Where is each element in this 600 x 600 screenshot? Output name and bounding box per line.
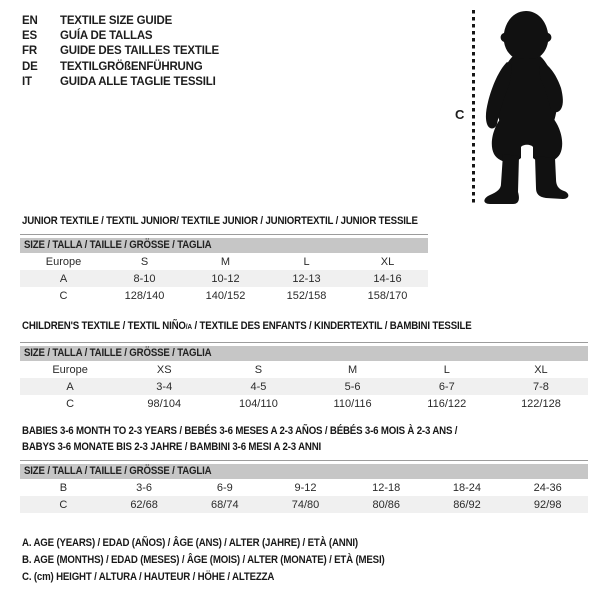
row-label: A — [66, 380, 74, 393]
size-header-text: SIZE / TALLA / TAILLE / GRÖSSE / TAGLIA — [24, 239, 212, 251]
size-cell: 62/68 — [130, 498, 158, 511]
size-cell: 98/104 — [147, 397, 182, 410]
size-header-text: SIZE / TALLA / TAILLE / GRÖSSE / TAGLIA — [24, 465, 212, 477]
size-cell: 74/80 — [291, 498, 320, 511]
language-code: DE — [22, 60, 38, 73]
table-top-rule — [20, 460, 588, 461]
language-row-fr — [22, 44, 219, 59]
language-title: TEXTILGRÖßENFÜHRUNG — [60, 60, 203, 73]
row-label: Europe — [45, 255, 82, 268]
table-row-europe — [20, 361, 588, 378]
table-row-height — [20, 395, 588, 412]
size-cell: 116/122 — [427, 397, 467, 410]
row-label: A — [59, 272, 68, 285]
size-cell: 152/158 — [286, 289, 327, 302]
size-cell: 7-8 — [532, 380, 549, 393]
table-row-height — [20, 287, 428, 304]
size-cell: 8-10 — [133, 272, 156, 285]
legend-footnotes — [22, 535, 434, 586]
size-cell: 12-18 — [372, 481, 401, 494]
size-cell: 4-5 — [250, 380, 267, 393]
title-part: / TEXTILE DES ENFANTS / KINDERTEXTIL / BAMBINI TESSILE — [192, 320, 472, 332]
size-cell: 68/74 — [211, 498, 239, 511]
size-header-bar — [20, 346, 588, 361]
language-row-en — [22, 13, 219, 28]
section-title-text: BABYS 3-6 MONATE BIS 2-3 JAHRE / BAMBINI 3-6 MESI A 2-3 ANNI — [22, 441, 322, 453]
language-title: GUÍA DE TALLAS — [60, 30, 153, 43]
title-part: CHILDREN'S TEXTILE / TEXTIL NIÑO — [22, 320, 186, 332]
language-title: GUIDE DES TAILLES TEXTILE — [60, 45, 219, 58]
row-label: C — [66, 397, 75, 410]
size-cell: 12-13 — [292, 272, 321, 285]
size-cell: 18-24 — [452, 481, 482, 494]
language-row-es — [22, 28, 219, 43]
size-cell: 3-4 — [156, 380, 173, 393]
size-cell: 10-12 — [211, 272, 240, 285]
language-code: ES — [22, 30, 37, 43]
size-cell: XL — [380, 255, 395, 268]
section-title-line1 — [22, 423, 517, 439]
size-cell: 104/110 — [238, 397, 278, 410]
size-cell: 140/152 — [205, 289, 246, 302]
size-cell: 86/92 — [453, 498, 481, 511]
table-top-rule — [20, 234, 428, 235]
section-title-text: JUNIOR TEXTILE / TEXTIL JUNIOR/ TEXTILE JUNIOR / JUNIORTEXTIL / JUNIOR TESSILE — [22, 215, 418, 227]
language-row-it — [22, 75, 219, 90]
section-title-text — [22, 320, 472, 332]
size-cell: 80/86 — [372, 498, 400, 511]
size-cell: 92/98 — [533, 498, 562, 511]
size-cell: 6-7 — [438, 380, 455, 393]
language-row-de — [22, 59, 219, 74]
table-row-months — [20, 479, 588, 496]
language-code: EN — [22, 14, 38, 27]
height-measure-label: C — [455, 107, 465, 122]
size-header-text: SIZE / TALLA / TAILLE / GRÖSSE / TAGLIA — [24, 347, 212, 359]
size-cell: M — [348, 363, 358, 376]
language-title: TEXTILE SIZE GUIDE — [60, 14, 173, 27]
size-cell: 3-6 — [136, 481, 153, 494]
size-cell: 128/140 — [124, 289, 165, 302]
row-label: C — [59, 289, 68, 302]
row-label: B — [59, 481, 68, 494]
size-cell: 5-6 — [344, 380, 361, 393]
size-cell: 122/128 — [521, 397, 561, 410]
table-row-age — [20, 378, 588, 395]
size-cell: 24-36 — [533, 481, 562, 494]
footnote-height-cm — [22, 569, 434, 586]
height-measure-dashed-line — [472, 10, 475, 206]
junior-size-table — [20, 234, 428, 304]
toddler-silhouette-icon — [477, 6, 577, 206]
size-cell: L — [303, 255, 310, 268]
table-row-height — [20, 496, 588, 513]
footnote-text: B. AGE (MONTHS) / EDAD (MESES) / ÂGE (MOIS) / ALTER (MONATE) / ETÀ (MESI) — [22, 554, 385, 566]
size-cell: 110/116 — [333, 397, 372, 410]
language-list — [22, 13, 219, 90]
footnote-age-months — [22, 552, 434, 569]
size-cell: 158/170 — [367, 289, 408, 302]
row-label: C — [59, 498, 68, 511]
size-cell: 9-12 — [294, 481, 317, 494]
section-title-babies — [22, 423, 517, 455]
section-title-text: BABIES 3-6 MONTH TO 2-3 YEARS / BEBÉS 3-6 MESES A 2-3 AÑOS / BÉBÉS 3-6 MOIS À 2-3 ANS / — [22, 425, 458, 437]
size-cell: 14-16 — [373, 272, 402, 285]
row-label: Europe — [52, 363, 88, 376]
footnote-text: C. (cm) HEIGHT / ALTURA / HAUTEUR / HÖHE / ALTEZZA — [22, 571, 275, 583]
section-title-junior — [22, 215, 472, 227]
table-row-age — [20, 270, 428, 287]
size-cell: M — [220, 255, 231, 268]
size-cell: S — [140, 255, 149, 268]
section-title-children — [22, 320, 533, 332]
children-size-table — [20, 342, 588, 412]
footnote-text: A. AGE (YEARS) / EDAD (AÑOS) / ÂGE (ANS) / ALTER (JAHRE) / ETÀ (ANNI) — [22, 537, 358, 549]
size-cell: XL — [534, 363, 548, 376]
size-cell: S — [254, 363, 263, 376]
size-header-bar — [20, 464, 588, 479]
size-cell: 6-9 — [216, 481, 233, 494]
footnote-age-years — [22, 535, 434, 552]
language-title: GUIDA ALLE TAGLIE TESSILI — [60, 76, 216, 89]
language-code: FR — [22, 45, 37, 58]
table-top-rule — [20, 342, 588, 343]
section-title-line2 — [22, 439, 517, 455]
size-cell: XS — [156, 363, 172, 376]
size-header-bar — [20, 238, 428, 253]
babies-size-table — [20, 460, 588, 513]
size-cell: L — [443, 363, 450, 376]
title-subscript: /A — [185, 322, 193, 331]
table-row-europe — [20, 253, 428, 270]
language-code: IT — [22, 76, 32, 89]
